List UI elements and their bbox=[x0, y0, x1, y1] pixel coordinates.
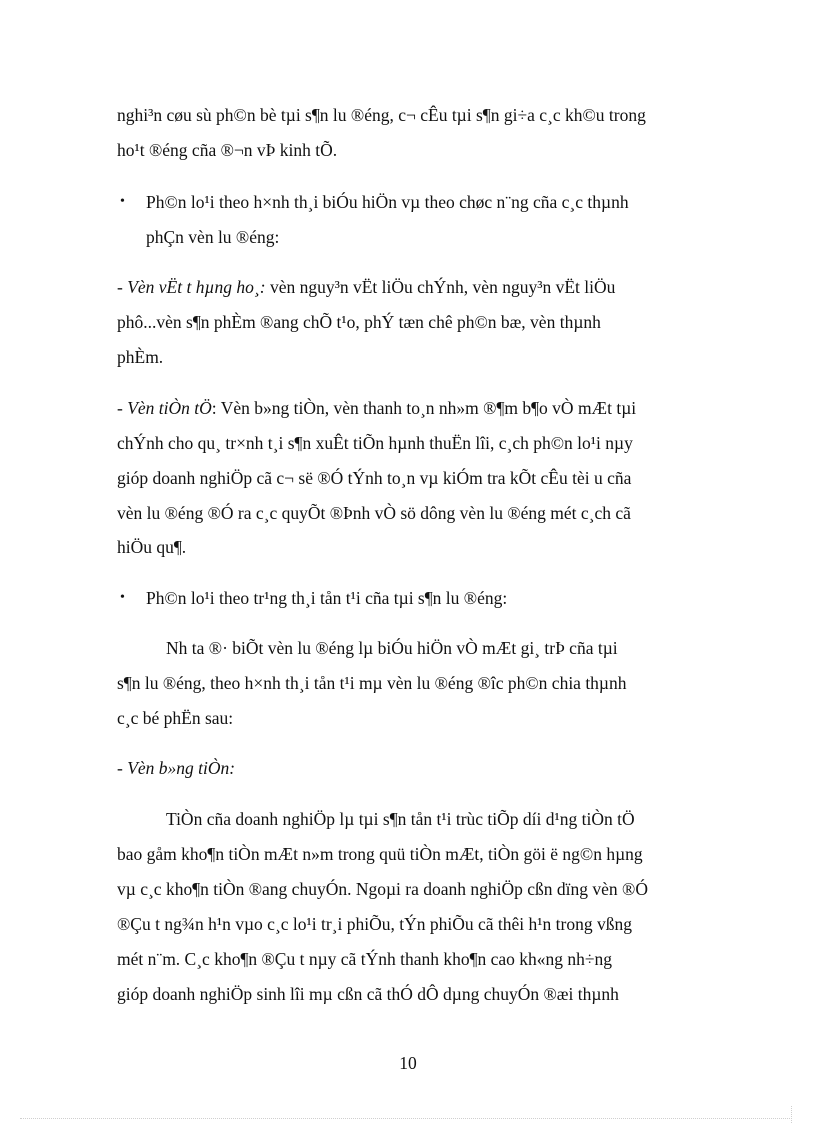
page-number: 10 bbox=[399, 1053, 417, 1073]
body-line: vèn lu ®éng ®Ó ra c¸c quyÕt ®Þnh vÒ sö dông vèn lu ®éng mét c¸ch cã bbox=[117, 503, 631, 523]
body-line: hiÖu qu¶. bbox=[117, 537, 187, 557]
body-text: vèn nguy³n vËt liÖu chÝnh, vèn nguy³n vËt liÖu bbox=[265, 277, 616, 297]
body-text: : Vèn b»ng tiÒn, vèn thanh to¸n nh»m ®¶m b¶o vÒ mÆt tµi bbox=[211, 398, 637, 418]
bullet-icon: • bbox=[120, 590, 125, 605]
body-line: vµ c¸c kho¶n tiÒn ®ang chuyÓn. Ngoµi ra doanh nghiÖp cßn dïng vèn ®Ó bbox=[117, 879, 648, 899]
body-line: phô...vèn s¶n phÈm ®ang chÕ t¹o, phÝ tæn chê ph©n bæ, vèn thµnh bbox=[117, 312, 601, 332]
body-line: gióp doanh nghiÖp sinh lîi mµ cßn cã thÓ dÔ dµng chuyÓn ®æi thµnh bbox=[117, 984, 619, 1004]
bullet-item-text: Ph©n lo¹i theo tr¹ng th¸i tån t¹i cña tµi s¶n lu ®éng: bbox=[146, 588, 508, 608]
body-line: nghi³n cøu sù ph©n bè tµi s¶n lu ®éng, c¬ cÊu tµi s¶n gi÷a c¸c kh©u trong bbox=[117, 105, 646, 125]
bullet-item-text: phÇn vèn lu ®éng: bbox=[146, 227, 280, 247]
italic-term: - Vèn tiÒn tÖ bbox=[117, 398, 212, 418]
corner-divider bbox=[791, 1106, 792, 1123]
bullet-item-text: Ph©n lo¹i theo h×nh th¸i biÓu hiÖn vµ theo chøc n¨ng cña c¸c thµnh bbox=[146, 192, 629, 212]
body-line: gióp doanh nghiÖp cã c¬ së ®Ó tÝnh to¸n vµ kiÓm tra kÕt cÊu tèi u cña bbox=[117, 468, 632, 488]
body-line: bao gåm kho¶n tiÒn mÆt n»m trong quü tiÒn mÆt, tiÒn göi ë ng©n hµng bbox=[117, 844, 643, 864]
section-subheading: - Vèn b»ng tiÒn: bbox=[117, 758, 236, 778]
body-line: TiÒn cña doanh nghiÖp lµ tµi s¶n tån t¹i trùc tiÕp díi d¹ng tiÒn tÖ bbox=[166, 809, 635, 829]
body-line bbox=[117, 397, 636, 419]
body-line: c¸c bé phËn sau: bbox=[117, 708, 234, 728]
body-line bbox=[117, 276, 615, 298]
body-line: ho¹t ®éng cña ®¬n vÞ kinh tÕ. bbox=[117, 140, 338, 160]
italic-term: - Vèn vËt t hµng ho¸: bbox=[117, 277, 266, 297]
body-line: mét n¨m. C¸c kho¶n ®Çu t nµy cã tÝnh thanh kho¶n cao kh«ng nh÷ng bbox=[117, 949, 613, 969]
body-line: ®Çu t ng¾n h¹n vµo c¸c lo¹i tr¸i phiÕu, tÝn phiÕu cã thêi h¹n trong vßng bbox=[117, 914, 632, 934]
body-line: s¶n lu ®éng, theo h×nh th¸i tån t¹i mµ vèn lu ®éng ®îc ph©n chia thµnh bbox=[117, 673, 627, 693]
body-line: chÝnh cho qu¸ tr×nh t¸i s¶n xuÊt tiÕn hµnh thuËn lîi, c¸ch ph©n lo¹i nµy bbox=[117, 433, 633, 453]
bullet-icon: • bbox=[120, 194, 125, 209]
footer-divider bbox=[20, 1118, 792, 1119]
body-line: phÈm. bbox=[117, 347, 164, 367]
body-line: Nh ta ®· biÕt vèn lu ®éng lµ biÓu hiÖn vÒ mÆt gi¸ trÞ cña tµi bbox=[166, 638, 618, 658]
